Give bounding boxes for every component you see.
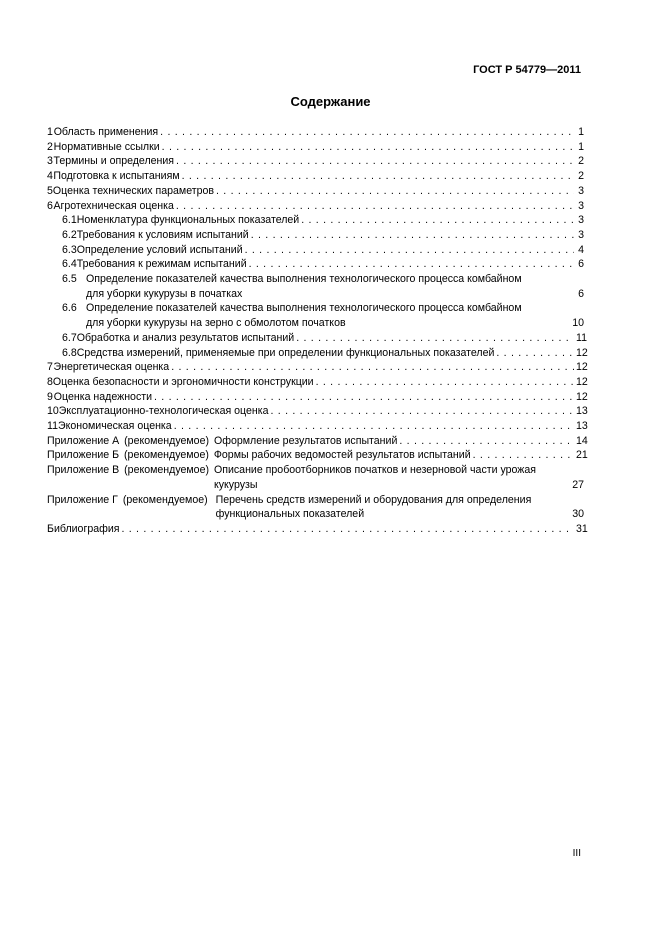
toc-entry-3[interactable] xyxy=(47,154,584,169)
toc-entry-number: 6.8 xyxy=(62,346,77,359)
toc-entry-label: Оценка технических параметров xyxy=(52,184,214,197)
toc-entry-page: 27 xyxy=(572,478,584,491)
toc-entry-6-4[interactable] xyxy=(47,257,584,272)
toc-entry-page: 2 xyxy=(578,155,584,168)
toc-entry-number: 1 xyxy=(47,126,53,138)
toc-title: Содержание xyxy=(290,94,371,109)
toc-entry-label-line2: функциональных показателей xyxy=(215,508,365,521)
toc-entry-number: 9 xyxy=(47,390,53,403)
toc-entry-label: Эксплуатационно-технологическая оценка xyxy=(58,405,269,418)
toc-entry-label-line2: кукурузы xyxy=(213,478,258,491)
toc-entry-6-5[interactable] xyxy=(47,272,584,301)
leader-dots xyxy=(249,257,574,272)
toc-entry-label: Агротехническая оценка xyxy=(53,199,174,212)
appendix-kind: (рекомендуемое) xyxy=(124,449,209,462)
toc-entry-page: 6 xyxy=(578,287,584,300)
toc-entry-number: 8 xyxy=(47,375,53,388)
toc-entry-label: Требования к режимам испытаний xyxy=(76,258,247,271)
leader-dots xyxy=(316,375,574,390)
leader-dots xyxy=(399,434,574,449)
toc-entry-number: 6 xyxy=(47,199,53,212)
toc-entry-6[interactable] xyxy=(47,199,584,214)
toc-entry-10[interactable] xyxy=(47,404,588,419)
toc-entry-page: 3 xyxy=(578,199,584,212)
toc-entry-1[interactable] xyxy=(47,125,584,140)
toc-entry-page: 10 xyxy=(572,317,584,330)
toc-entry-label: Энергетическая оценка xyxy=(53,361,170,374)
toc-entry-number: 6.4 xyxy=(62,258,77,271)
toc-entry-number: 4 xyxy=(47,170,53,183)
toc-entry-4[interactable] xyxy=(47,169,584,184)
toc-entry-page: 1 xyxy=(578,140,584,153)
toc-entry-2[interactable] xyxy=(47,140,584,155)
toc-entry-label-line2: для уборки кукурузы на зерно с обмолотом початков xyxy=(86,317,346,330)
leader-dots xyxy=(296,331,574,346)
toc-entry-page: 1 xyxy=(578,126,584,138)
table-of-contents xyxy=(47,125,588,537)
leader-dots xyxy=(251,228,574,243)
toc-entry-8[interactable] xyxy=(47,375,588,390)
leader-dots xyxy=(176,199,574,214)
toc-entry-number: 6.7 xyxy=(62,331,77,344)
toc-entry-11[interactable] xyxy=(47,419,588,434)
toc-entry-label: Номенклатура функциональных показателей xyxy=(76,214,300,227)
leader-dots xyxy=(245,243,574,258)
toc-entry-number: 6.3 xyxy=(62,243,77,256)
toc-entry-6-6[interactable] xyxy=(47,301,584,330)
toc-entry-label: Оформление результатов испытаний xyxy=(213,434,398,447)
leader-dots xyxy=(162,140,574,155)
leader-dots xyxy=(171,360,574,375)
toc-entry-6-8[interactable] xyxy=(47,346,588,361)
toc-entry-label: Оценка безопасности и эргономичности конструкции xyxy=(52,375,314,388)
toc-entry-label: Экономическая оценка xyxy=(58,420,172,433)
toc-entry-number: 3 xyxy=(47,155,53,168)
appendix-prefix: Приложение Б xyxy=(47,449,120,462)
toc-entry-label: Требования к условиям испытаний xyxy=(76,228,249,241)
toc-entry-page: 30 xyxy=(572,508,584,521)
toc-entry-number: 11 xyxy=(47,420,58,433)
appendix-kind: (рекомендуемое) xyxy=(124,434,209,447)
toc-entry-number: 6.1 xyxy=(62,214,77,227)
toc-entry-number: 6.2 xyxy=(62,228,77,241)
leader-dots xyxy=(176,154,574,169)
leader-dots xyxy=(301,213,574,228)
toc-entry-page: 31 xyxy=(576,522,588,535)
toc-entry-7[interactable] xyxy=(47,360,588,375)
toc-entry-number: 7 xyxy=(47,361,53,374)
toc-appendix-g[interactable] xyxy=(47,493,584,522)
toc-entry-label-line1: Перечень средств измерений и оборудования для определения xyxy=(215,493,532,506)
toc-appendix-a[interactable] xyxy=(47,434,588,449)
toc-entry-label-line1: Определение показателей качества выполнения технологического процесса комбайном xyxy=(86,273,522,286)
toc-entry-page: 6 xyxy=(578,258,584,271)
toc-appendix-v[interactable] xyxy=(47,463,584,492)
toc-entry-label: Нормативные ссылки xyxy=(53,140,160,153)
toc-entry-page: 12 xyxy=(576,375,588,388)
toc-entry-label: Оценка надежности xyxy=(53,390,153,403)
toc-entry-number: 10 xyxy=(47,405,59,418)
leader-dots xyxy=(496,346,574,361)
appendix-kind: (рекомендуемое) xyxy=(124,464,209,477)
appendix-prefix: Приложение А xyxy=(47,434,120,447)
toc-entry-page: 11 xyxy=(576,331,587,344)
toc-appendix-b[interactable] xyxy=(47,448,588,463)
toc-entry-9[interactable] xyxy=(47,390,588,405)
toc-entry-page: 12 xyxy=(576,346,588,359)
toc-entry-page: 13 xyxy=(576,405,588,418)
toc-entry-number: 5 xyxy=(47,184,53,197)
toc-entry-page: 3 xyxy=(578,214,584,227)
toc-entry-page: 14 xyxy=(576,434,588,447)
leader-dots xyxy=(182,169,574,184)
toc-entry-label: Библиография xyxy=(47,522,120,535)
toc-entry-6-3[interactable] xyxy=(47,243,584,258)
leader-dots xyxy=(174,419,574,434)
toc-entry-number: 2 xyxy=(47,140,53,153)
toc-entry-label-line1: Определение показателей качества выполнения технологического процесса комбайном xyxy=(86,302,522,315)
toc-entry-page: 21 xyxy=(576,449,588,462)
toc-entry-6-1[interactable] xyxy=(47,213,584,228)
appendix-kind: (рекомендуемое) xyxy=(122,493,208,506)
leader-dots xyxy=(154,390,574,405)
toc-entry-page: 3 xyxy=(578,228,584,241)
toc-entry-label: Средства измерений, применяемые при определении функциональных показателей xyxy=(76,346,495,359)
appendix-prefix: Приложение Г xyxy=(47,493,118,506)
toc-entry-label: Обработка и анализ результатов испытаний xyxy=(76,331,295,344)
toc-entry-page: 13 xyxy=(576,420,588,433)
toc-entry-label: Область применения xyxy=(53,126,159,138)
toc-entry-6-7[interactable] xyxy=(47,331,587,346)
toc-entry-number: 6.6 xyxy=(62,302,77,315)
leader-dots xyxy=(160,125,574,140)
toc-entry-6-2[interactable] xyxy=(47,228,584,243)
toc-entry-page: 4 xyxy=(578,243,584,256)
toc-entry-page: 2 xyxy=(578,170,584,183)
leader-dots xyxy=(271,404,575,419)
toc-entry-page: 3 xyxy=(578,184,584,197)
toc-entry-page: 12 xyxy=(576,361,588,374)
document-code: ГОСТ Р 54779—2011 xyxy=(473,64,581,76)
toc-entry-label-line1: Описание пробоотборников початков и незерновой части урожая xyxy=(213,464,537,477)
toc-bibliography[interactable] xyxy=(47,522,588,537)
toc-entry-label: Подготовка к испытаниям xyxy=(53,170,180,183)
toc-entry-label: Формы рабочих ведомостей результатов испытаний xyxy=(213,449,471,462)
toc-entry-page: 12 xyxy=(576,390,588,403)
toc-entry-label: Термины и определения xyxy=(53,155,175,168)
page-number: III xyxy=(572,848,581,859)
leader-dots xyxy=(473,448,574,463)
toc-entry-number: 6.5 xyxy=(62,273,77,286)
toc-entry-5[interactable] xyxy=(47,184,584,199)
appendix-prefix: Приложение В xyxy=(47,464,120,477)
toc-entry-label-line2: для уборки кукурузы в початках xyxy=(86,287,243,300)
leader-dots xyxy=(121,522,574,537)
leader-dots xyxy=(216,184,574,199)
toc-entry-label: Определение условий испытаний xyxy=(76,243,243,256)
